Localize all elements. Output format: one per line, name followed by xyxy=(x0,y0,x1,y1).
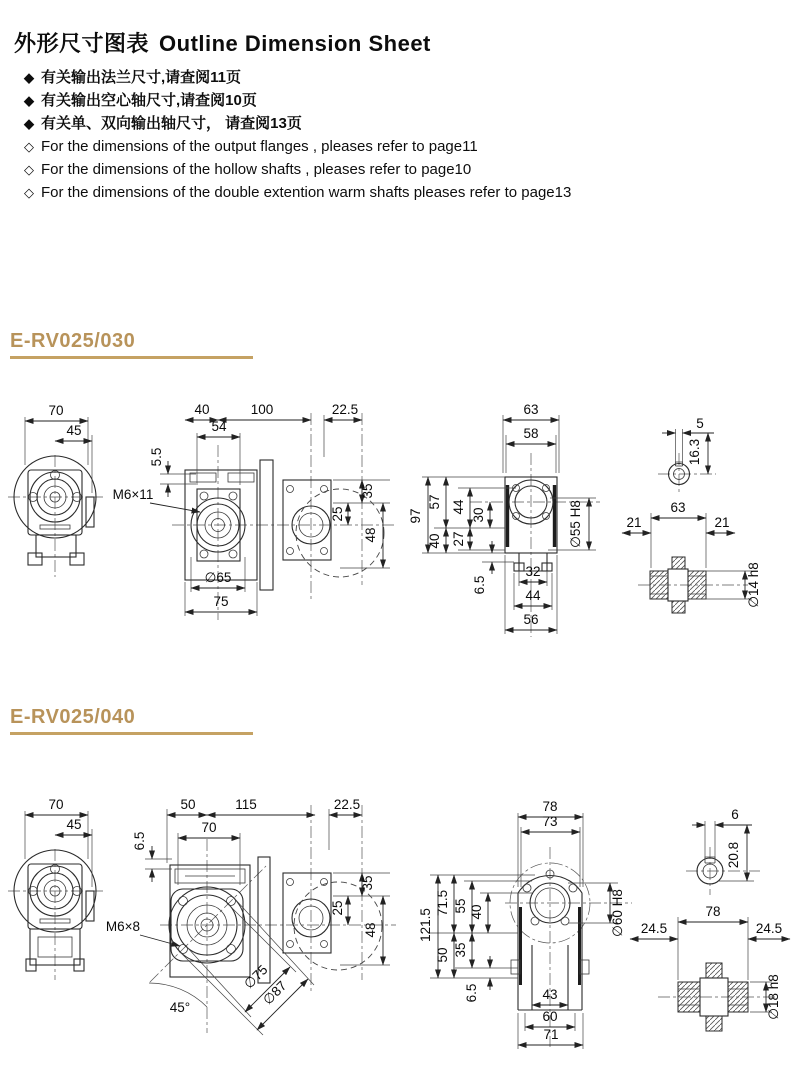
note-item xyxy=(24,135,571,158)
dim-label: 30 xyxy=(471,507,486,523)
model-title-030: E-RV025/030 xyxy=(10,330,136,352)
dim-label: 45 xyxy=(66,817,82,832)
note-item xyxy=(24,66,571,89)
view-030-front xyxy=(8,403,103,577)
dim-label: 70 xyxy=(201,820,217,835)
dim-label: 43 xyxy=(542,987,558,1002)
notes-list xyxy=(24,66,571,204)
dim-label: 6.5 xyxy=(464,983,479,1003)
dim-label: ∅18 h8 xyxy=(766,974,781,1020)
dim-label: 5.5 xyxy=(149,447,164,467)
dim-label: 6.5 xyxy=(132,831,147,851)
note-text: For the dimensions of the hollow shafts , pleases refer to page10 xyxy=(41,161,472,178)
dim-label: 75 xyxy=(213,594,229,609)
dim-label: ∅65 xyxy=(204,570,232,585)
dim-label: 25 xyxy=(330,506,345,522)
note-text: For the dimensions of the output flanges , pleases refer to page11 xyxy=(41,138,478,155)
diamond-open-icon: ◇ xyxy=(24,139,34,154)
page-title-zh: 外形尺寸图表 xyxy=(14,30,150,56)
dim-label: 73 xyxy=(542,814,558,829)
dim-label: 22.5 xyxy=(331,402,359,417)
drawing-row-040 xyxy=(0,775,800,1081)
dim-label: 22.5 xyxy=(333,797,361,812)
note-text: 有关输出法兰尺寸,请查阅11页 xyxy=(41,69,242,86)
dim-label: 21 xyxy=(714,515,730,530)
dim-label: 25 xyxy=(330,900,345,916)
dim-label: 40 xyxy=(469,904,484,920)
diamond-open-icon: ◇ xyxy=(24,162,34,177)
dim-label: 16.3 xyxy=(687,438,702,466)
dim-label: 63 xyxy=(670,500,686,515)
dim-label: ∅55 H8 xyxy=(568,500,583,548)
screw-callout: M6×8 xyxy=(105,919,141,934)
dim-label: 48 xyxy=(363,527,378,543)
dim-label: 50 xyxy=(435,947,450,963)
view-040-rear xyxy=(418,799,632,1049)
dim-label: 121.5 xyxy=(418,908,433,942)
view-030-side xyxy=(113,402,396,620)
page-title-en: Outline Dimension Sheet xyxy=(159,30,431,56)
dim-label: 63 xyxy=(523,402,539,417)
dim-label: ∅87 xyxy=(260,978,290,1008)
dim-label: 32 xyxy=(525,564,541,579)
dim-label: 6.5 xyxy=(472,575,487,595)
note-text: 有关输出空心轴尺寸,请查阅10页 xyxy=(41,92,257,109)
dim-label: 78 xyxy=(542,799,558,814)
dim-label: 21 xyxy=(626,515,642,530)
dim-label: ∅60 H8 xyxy=(610,889,625,937)
dim-label: 35 xyxy=(360,483,375,499)
dim-label: 40 xyxy=(194,402,210,417)
dim-label: 54 xyxy=(211,419,227,434)
note-text: 有关单、双向输出轴尺寸， 请查阅13页 xyxy=(41,115,302,132)
diamond-filled-icon: ◆ xyxy=(24,93,34,108)
dim-label: 115 xyxy=(235,797,257,812)
dim-label: 35 xyxy=(453,942,468,958)
dim-label: 40 xyxy=(427,533,442,549)
note-item xyxy=(24,89,571,112)
note-text: For the dimensions of the double extention warm shafts pleases refer to page13 xyxy=(41,184,572,201)
dim-label: 35 xyxy=(360,875,375,891)
diamond-filled-icon: ◆ xyxy=(24,116,34,131)
view-030-shaft xyxy=(622,416,761,613)
screw-callout: M6×11 xyxy=(112,487,154,502)
dim-label: 58 xyxy=(523,426,539,441)
dim-label: 55 xyxy=(453,898,468,914)
diamond-open-icon: ◇ xyxy=(24,185,34,200)
dim-label: 24.5 xyxy=(640,921,668,936)
dim-label: 60 xyxy=(542,1009,558,1024)
view-030-rear xyxy=(408,402,600,637)
dim-label: 100 xyxy=(250,402,274,417)
drawing-row-030 xyxy=(0,385,800,655)
note-item xyxy=(24,112,571,135)
note-item xyxy=(24,181,571,204)
dim-label: 6 xyxy=(731,807,739,822)
dim-label: 70 xyxy=(48,797,64,812)
dim-label: ∅75 xyxy=(241,962,271,992)
section-heading-030 xyxy=(10,330,253,359)
dim-label: 97 xyxy=(408,508,423,524)
dim-label: 44 xyxy=(451,499,466,515)
angle-label: 45° xyxy=(169,1000,191,1015)
dim-label: 45 xyxy=(66,423,82,438)
view-040-side xyxy=(106,797,396,1035)
dim-label: 70 xyxy=(48,403,64,418)
dim-label: 71.5 xyxy=(435,889,450,917)
dim-label: 71 xyxy=(543,1027,559,1042)
page-title xyxy=(14,27,431,58)
dim-label: 20.8 xyxy=(726,841,741,869)
view-040-front xyxy=(8,797,103,980)
note-item xyxy=(24,158,571,181)
dim-label: 24.5 xyxy=(755,921,783,936)
dim-label: 56 xyxy=(523,612,539,627)
section-heading-040 xyxy=(10,706,253,735)
view-040-shaft xyxy=(630,807,790,1031)
dim-label: 27 xyxy=(451,531,466,547)
dim-label: 44 xyxy=(525,588,541,603)
dim-label: 57 xyxy=(427,494,442,510)
dim-label: ∅14 h8 xyxy=(746,562,761,608)
dim-label: 50 xyxy=(180,797,196,812)
dim-label: 5 xyxy=(696,416,704,431)
dim-label: 48 xyxy=(363,922,378,938)
diamond-filled-icon: ◆ xyxy=(24,70,34,85)
model-title-040: E-RV025/040 xyxy=(10,706,136,728)
dim-label: 78 xyxy=(705,904,721,919)
